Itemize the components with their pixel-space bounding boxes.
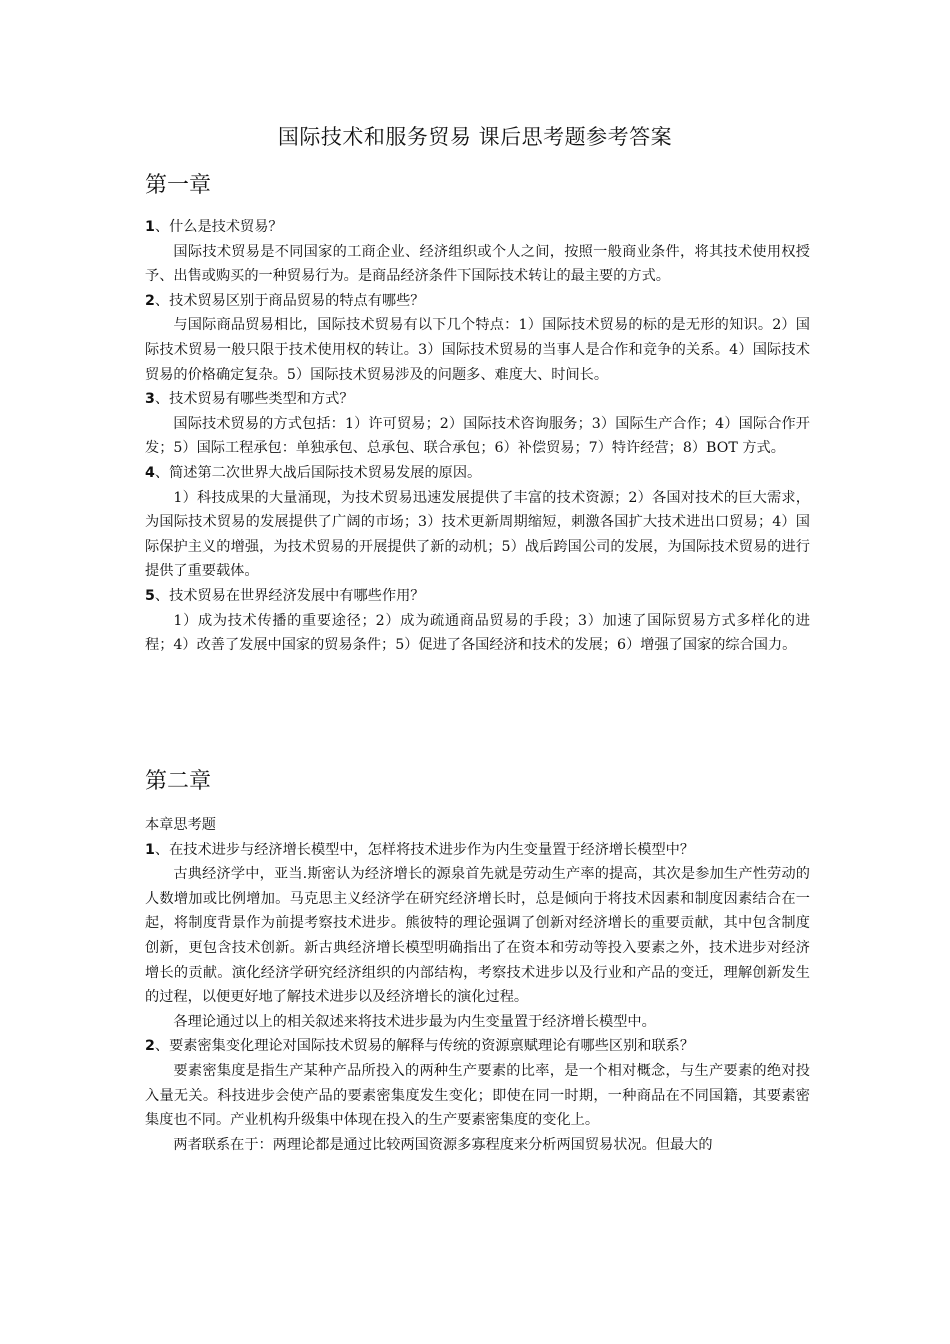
question-3: 3、技术贸易有哪些类型和方式？ xyxy=(145,391,354,408)
chapter-2-subheading: 本章思考题 xyxy=(145,817,216,833)
answer-2-1: 古典经济学中，亚当.斯密认为经济增长的源泉首先就是劳动生产率的提高，其次是参加生产性劳动的人数增加或比例增加。马克思主义经济学在研究经济增长时，总是倾向于将技术因素和制度因素结合在一起，将制度背景作为前提考察技术进步。熊彼特的理论强调了创新对经济增长的重要贡献，其中包含制度创新，更包含技术创新。新古典经济增长模型明确指出了在资本和劳动等投入要素之外，技术进步对经济增长的贡献。演化经济学研究经济组织的内部结构，考察技术进步以及行业和产品的变迁，理解创新发生的过程，以便更好地了解技术进步以及经济增长的演化过程。 xyxy=(145,866,810,1006)
question-2-2: 2、要素密集变化理论对国际技术贸易的解释与传统的资源禀赋理论有哪些区别和联系？ xyxy=(145,1038,695,1055)
answer-2-2: 要素密集度是指生产某种产品所投入的两种生产要素的比率，是一个相对概念，与生产要素的绝对投入量无关。科技进步会使产品的要素密集度发生变化；即使在同一时期，一种商品在不同国籍，其要素密集度也不同。产业机构升级集中体现在投入的生产要素密集度的变化上。 xyxy=(145,1062,810,1129)
question-5: 5、技术贸易在世界经济发展中有哪些作用？ xyxy=(145,587,425,604)
answer-3: 国际技术贸易的方式包括：1）许可贸易；2）国际技术咨询服务；3）国际生产合作；4）国际合作开发；5）国际工程承包：单独承包、总承包、联合承包；6）补偿贸易；7）特许经营；8）BOT 方式。 xyxy=(145,415,810,457)
answer-2-1-conclusion: 各理论通过以上的相关叙述来将技术进步最为内生变量置于经济增长模型中。 xyxy=(173,1013,656,1030)
question-4: 4、简述第二次世界大战后国际技术贸易发展的原因。 xyxy=(145,464,482,481)
chapter-1-content xyxy=(145,215,810,658)
question-2: 2、技术贸易区别于商品贸易的特点有哪些？ xyxy=(145,292,425,309)
chapter-2-content xyxy=(145,813,810,1157)
document-title: 国际技术和服务贸易 课后思考题参考答案 xyxy=(277,125,673,149)
answer-1: 国际技术贸易是不同国家的工商企业、经济组织或个人之间，按照一般商业条件，将其技术使用权授予、出售或购买的一种贸易行为。是商品经济条件下国际技术转让的最主要的方式。 xyxy=(145,243,810,285)
answer-2: 与国际商品贸易相比，国际技术贸易有以下几个特点：1）国际技术贸易的标的是无形的知识。2）国际技术贸易一般只限于技术使用权的转让。3）国际技术贸易的当事人是合作和竞争的关系。4）国际技术贸易的价格确定复杂。5）国际技术贸易涉及的问题多、难度大、时间长。 xyxy=(145,317,810,383)
question-2-1: 1、在技术进步与经济增长模型中，怎样将技术进步作为内生变量置于经济增长模型中？ xyxy=(145,841,695,858)
answer-5: 1）成为技术传播的重要途径；2）成为疏通商品贸易的手段；3）加速了国际贸易方式多样化的进程；4）改善了发展中国家的贸易条件；5）促进了各国经济和技术的发展；6）增强了国家的综合国力。 xyxy=(145,612,810,654)
answer-2-2-continued: 两者联系在于：两理论都是通过比较两国资源多寡程度来分析两国贸易状况。但最大的 xyxy=(173,1136,713,1153)
chapter-1-heading: 第一章 xyxy=(145,173,212,198)
chapter-2-heading: 第二章 xyxy=(145,769,212,794)
answer-4: 1）科技成果的大量涌现，为技术贸易迅速发展提供了丰富的技术资源；2）各国对技术的巨大需求，为国际技术贸易的发展提供了广阔的市场；3）技术更新周期缩短，刺激各国扩大技术进出口贸易；4）国际保护主义的增强，为技术贸易的开展提供了新的动机；5）战后跨国公司的发展，为国际技术贸易的进行提供了重要载体。 xyxy=(145,489,810,580)
question-1: 1、什么是技术贸易？ xyxy=(145,219,283,235)
